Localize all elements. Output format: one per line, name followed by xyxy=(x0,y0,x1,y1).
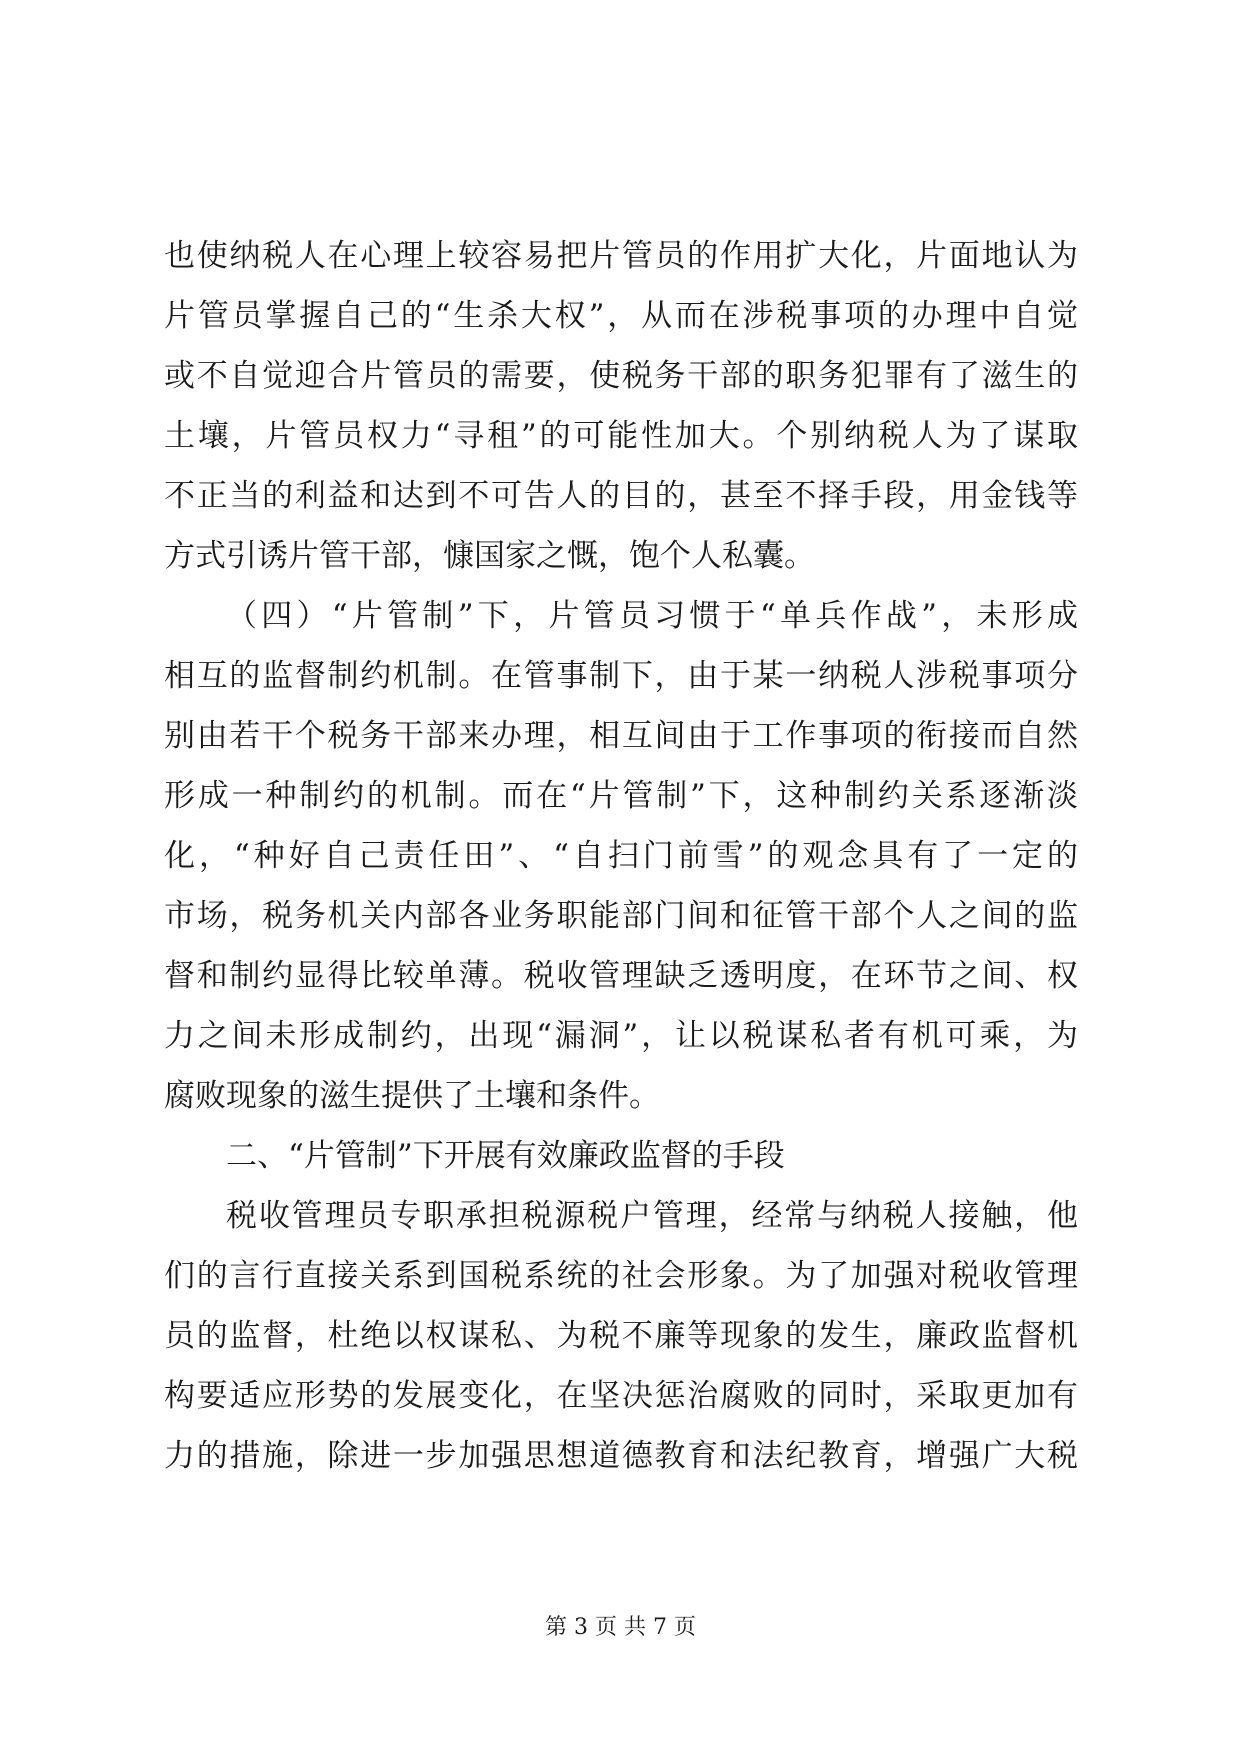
text-line: 员的监督，杜绝以权谋私、为税不廉等现象的发生，廉政监督机 xyxy=(164,1318,1078,1354)
text-line: 方式引诱片管干部，慷国家之慨，饱个人私囊。 xyxy=(164,538,815,574)
text-line: 力之间未形成制约，出现“漏洞”，让以税谋私者有机可乘，为 xyxy=(164,1018,1078,1054)
page-number: 第 3 页 共 7 页 xyxy=(545,1615,696,1640)
text-line: 督和制约显得比较单薄。税收管理缺乏透明度，在环节之间、权 xyxy=(164,958,1078,994)
text-line: 形成一种制约的机制。而在“片管制”下，这种制约关系逐渐淡 xyxy=(164,778,1078,814)
text-line: 腐败现象的滋生提供了土壤和条件。 xyxy=(164,1078,660,1114)
body-text xyxy=(164,226,1078,1486)
text-line: 化，“种好自己责任田”、“自扫门前雪”的观念具有了一定的 xyxy=(164,838,1078,874)
text-line: 土壤，片管员权力“寻租”的可能性加大。个别纳税人为了谋取 xyxy=(164,418,1078,454)
text-line: 或不自觉迎合片管员的需要，使税务干部的职务犯罪有了滋生的 xyxy=(164,358,1078,394)
text-line: 税收管理员专职承担税源税户管理，经常与纳税人接触，他 xyxy=(226,1198,1078,1234)
text-line: 力的措施，除进一步加强思想道德教育和法纪教育，增强广大税 xyxy=(164,1438,1078,1474)
text-line: 相互的监督制约机制。在管事制下，由于某一纳税人涉税事项分 xyxy=(164,658,1078,694)
text-line: （四）“片管制”下，片管员习惯于“单兵作战”，未形成 xyxy=(226,598,1078,634)
text-line: 别由若干个税务干部来办理，相互间由于工作事项的衔接而自然 xyxy=(164,718,1078,754)
text-line: 们的言行直接关系到国税系统的社会形象。为了加强对税收管理 xyxy=(164,1258,1078,1294)
section-heading: 二、“片管制”下开展有效廉政监督的手段 xyxy=(226,1138,785,1174)
text-line: 也使纳税人在心理上较容易把片管员的作用扩大化，片面地认为 xyxy=(164,238,1078,274)
text-line: 市场，税务机关内部各业务职能部门间和征管干部个人之间的监 xyxy=(164,898,1078,934)
text-line: 不正当的利益和达到不可告人的目的，甚至不择手段，用金钱等 xyxy=(164,478,1078,514)
page-footer xyxy=(0,1613,1241,1643)
text-line: 片管员掌握自己的“生杀大权”，从而在涉税事项的办理中自觉 xyxy=(164,298,1078,334)
text-line: 构要适应形势的发展变化，在坚决惩治腐败的同时，采取更加有 xyxy=(164,1378,1078,1414)
